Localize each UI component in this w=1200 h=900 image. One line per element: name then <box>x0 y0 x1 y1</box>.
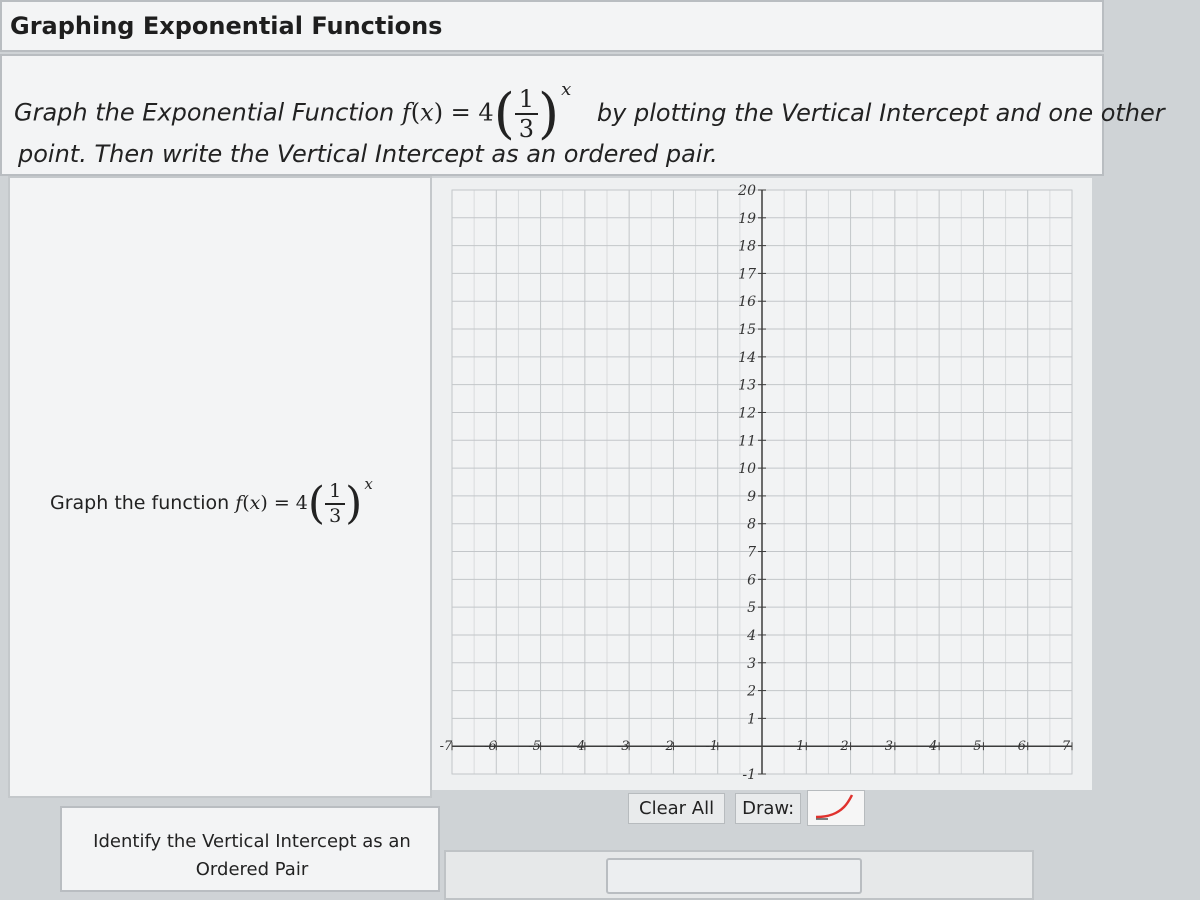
function-label-denominator: 3 <box>329 504 342 527</box>
question-prompt <box>0 54 1165 176</box>
y-tick-label: 14 <box>738 349 756 366</box>
y-tick-label: 17 <box>738 266 756 283</box>
answer-label-panel <box>60 806 440 892</box>
x-tick-label: 6 <box>1017 739 1026 755</box>
y-tick-label: 20 <box>738 183 756 199</box>
prompt-intro: Graph the Exponential Function <box>14 98 402 127</box>
y-tick-label: 1 <box>747 711 756 728</box>
prompt-continuation: by plotting the Vertical Intercept and one other <box>596 98 1165 127</box>
prompt-line-2: point. Then write the Vertical Intercept as an ordered pair. <box>18 140 718 168</box>
function-panel <box>8 176 432 798</box>
clear-all-button[interactable]: Clear All <box>628 793 725 824</box>
prompt-fraction-numerator: 1 <box>515 87 538 115</box>
x-tick-label: -3 <box>616 739 630 755</box>
y-tick-label: 5 <box>747 600 756 617</box>
x-tick-label: 3 <box>884 739 893 755</box>
page-title: Graphing Exponential Functions <box>10 12 443 40</box>
function-label: Graph the function f(x) = 4( $\frac{1}{3}$ ) $^x$ <box>50 475 373 529</box>
y-tick-label: 9 <box>747 488 756 505</box>
x-tick-label: -6 <box>483 739 497 755</box>
x-tick-label: -5 <box>528 739 541 755</box>
function-label-variable: x <box>249 492 261 514</box>
y-tick-label: 18 <box>738 238 756 255</box>
prompt-exponent: x <box>561 78 572 100</box>
prompt-function-name: f <box>401 98 411 127</box>
x-tick-label: -2 <box>661 739 674 755</box>
prompt-coefficient: ) = 4 <box>433 98 494 127</box>
x-tick-label: 7 <box>1061 739 1071 755</box>
graph-controls <box>628 792 865 824</box>
y-tick-label: 15 <box>738 322 756 339</box>
y-tick-label: 16 <box>738 294 756 311</box>
function-label-coefficient: ) = 4 <box>260 492 308 514</box>
y-tick-label: 10 <box>738 461 756 478</box>
x-tick-label: 2 <box>840 739 849 755</box>
y-tick-label: 7 <box>747 544 756 561</box>
prompt-fraction <box>515 84 538 143</box>
y-tick-label: 2 <box>747 683 756 700</box>
y-tick-label: 6 <box>747 572 756 589</box>
y-tick-label: -1 <box>742 767 756 783</box>
x-tick-label: 4 <box>929 739 938 755</box>
prompt-variable: x <box>420 98 434 127</box>
x-tick-label: -4 <box>572 739 586 755</box>
answer-panel <box>444 850 1034 900</box>
x-tick-label: 1 <box>796 739 805 755</box>
draw-label: Draw: <box>735 793 801 824</box>
function-label-numerator: 1 <box>325 482 345 505</box>
function-label-fraction <box>325 479 345 527</box>
graph-area[interactable] <box>432 178 1092 790</box>
y-tick-label: 13 <box>738 377 756 394</box>
function-label-exponent: x <box>364 475 373 493</box>
function-label-name: f <box>235 492 243 514</box>
prompt-line-1: Graph the Exponential Function f(x) = 4( $\frac{1}{3}$ ) $^x$ by plotting the Vertical Intercept and one other <box>14 78 1165 145</box>
prompt-fraction-denominator: 3 <box>518 114 535 143</box>
x-tick-label: -7 <box>439 739 453 755</box>
draw-tool-button[interactable] <box>807 790 865 826</box>
header-bar <box>0 0 1104 52</box>
y-tick-label: 8 <box>747 516 756 533</box>
coordinate-grid[interactable] <box>432 178 1092 790</box>
vertical-intercept-input[interactable] <box>606 858 862 894</box>
y-tick-label: 11 <box>738 433 756 450</box>
answer-label: Identify the Vertical Intercept as an Ordered Pair <box>93 831 411 880</box>
y-tick-label: 12 <box>738 405 756 422</box>
curve-pen-icon <box>808 791 864 825</box>
x-tick-label: 5 <box>973 739 982 755</box>
y-tick-label: 4 <box>747 627 756 644</box>
x-tick-label: -1 <box>705 739 719 755</box>
y-tick-label: 3 <box>747 655 756 672</box>
y-tick-label: 19 <box>738 210 756 227</box>
function-label-intro: Graph the function <box>50 492 236 514</box>
